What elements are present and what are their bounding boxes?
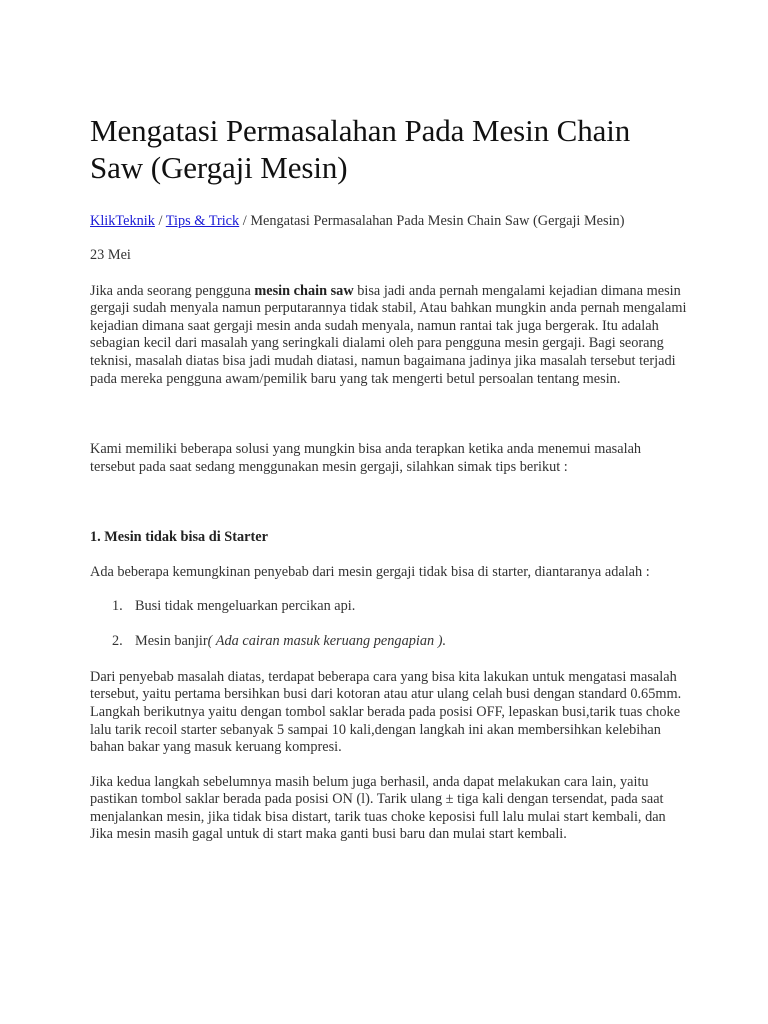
list-item-number: 2.	[112, 633, 123, 650]
breadcrumb-current: Mengatasi Permasalahan Pada Mesin Chain Saw (Gergaji Mesin)	[250, 213, 625, 229]
article-date: 23 Mei	[90, 247, 131, 263]
breadcrumb-separator: /	[154, 213, 166, 229]
causes-list	[90, 598, 688, 651]
list-item-number: 1.	[112, 597, 123, 614]
intro-paragraph	[90, 283, 688, 389]
intro-text-rest: bisa jadi anda pernah mengalami kejadian dimana mesin gergaji sudah menyala namun perputarannya tidak stabil, Atau bahkan mungkin anda pernah mengalami kejadian dimana saat gergaji mesin anda sudah menyala, namun rantai tak juga bergerak. Itu adalah sebagian kecil dari masalah yang seringkali dialami oleh para pengguna mesin gergaji. Bagi seorang teknisi, masalah diatas bisa jadi mudah diatasi, namun bagaimana jadinya jika masalah tersebut terjadi pada mereka pengguna awam/pemilik baru yang tak mengerti betul persoalan tentang mesin.	[90, 282, 687, 387]
solutions-intro-paragraph: Kami memiliki beberapa solusi yang mungkin bisa anda terapkan ketika anda menemui masalah tersebut pada saat sedang menggunakan mesin gergaji, silahkan simak tips berikut :	[90, 441, 642, 475]
section-lead-paragraph: Ada beberapa kemungkinan penyebab dari mesin gergaji tidak bisa di starter, diantaranya adalah :	[90, 563, 650, 580]
list-item	[90, 598, 688, 616]
article-title: Mengatasi Permasalahan Pada Mesin Chain Saw (Gergaji Mesin)	[90, 113, 631, 185]
list-item-italic-note: ( Ada cairan masuk keruang pengapian ).	[207, 633, 447, 650]
breadcrumb	[90, 212, 688, 230]
breadcrumb-home-link[interactable]: KlikTeknik	[90, 213, 155, 229]
list-item	[90, 633, 688, 651]
section-heading: 1. Mesin tidak bisa di Starter	[90, 529, 268, 546]
breadcrumb-separator: /	[239, 213, 251, 229]
list-item-text: Busi tidak mengeluarkan percikan api.	[135, 597, 356, 614]
solution-paragraph: Dari penyebab masalah diatas, terdapat beberapa cara yang bisa kita lakukan untuk mengatasi masalah tersebut, yaitu pertama bersihkan busi dari kotoran atau atur ulang celah busi dengan standard 0.65mm. Langkah berikutnya yaitu dengan tombol saklar berada pada posisi OFF, lepaskan busi,tarik tuas choke lalu tarik recoil starter sebanyak 5 sampai 10 kali,dengan langkah ini akan membersihkan kelebihan bahan bakar yang masuk keruang kompresi.	[90, 668, 682, 756]
intro-bold-term: mesin chain saw	[254, 282, 354, 299]
alternative-solution-paragraph: Jika kedua langkah sebelumnya masih belum juga berhasil, anda dapat melakukan cara lain, yaitu pastikan tombol saklar berada pada posisi ON (l). Tarik ulang ± tiga kali dengan tersendat, pada saat menjalankan mesin, jika tidak bisa distart, tarik tuas choke keposisi full lalu mulai start kembali, dan Jika mesin masih gagal untuk di start maka ganti busi baru dan mulai start kembali.	[90, 773, 666, 843]
list-item-text: Mesin banjir	[135, 633, 208, 650]
intro-text-start: Jika anda seorang pengguna	[90, 282, 255, 299]
breadcrumb-category-link[interactable]: Tips & Trick	[165, 213, 240, 229]
